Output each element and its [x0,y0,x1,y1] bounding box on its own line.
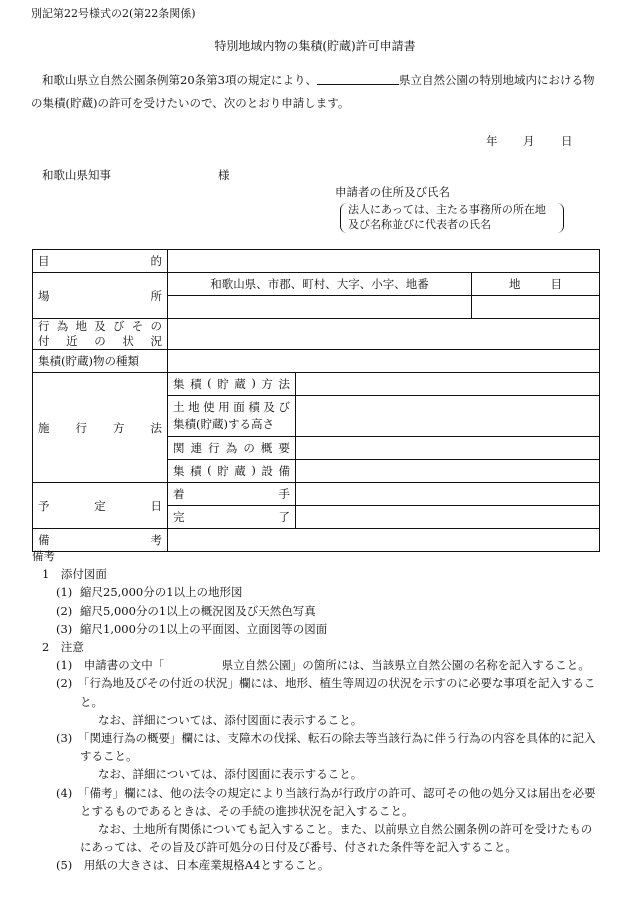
area-height-label: 土 地 使 用 面 積 及 び 集積(貯蔵)する高さ [168,396,296,437]
applicant-note [348,202,563,232]
notes-section [32,547,602,875]
related-activity-field[interactable] [296,437,600,460]
attachment-item: (2) 縮尺5,000分の1以上の概況図及び天然色写真 [56,603,316,618]
document-title: 特別地域内物の集積(貯蔵)許可申請書 [214,39,416,53]
caution-item-1: (1) 申請書の文中「 県立自然公園」の箇所には、当該県立自然公園の名称を記入すること。 [56,658,590,673]
start-field[interactable] [296,483,600,506]
date-year: 年 [486,134,498,148]
notes-heading: 備考 [32,549,55,563]
intro-part2: 県立自然公園の特別地域内における物の集積(貯蔵)の許可を受けたいので、次のとおり申請します。 [31,73,595,110]
land-category-label: 地 目 [472,273,600,296]
method-label: 施 行 方 法 [33,373,168,483]
area-height-label-line2: 集積(貯蔵)する高さ [173,416,274,431]
place-field[interactable] [168,296,472,319]
caution-title: 2 注意 [42,640,84,655]
caution-item-3: (3) 「関連行為の概要」欄には、支障木の伐採、転石の除去等当該行為に伴う行為の内容を具体的に記入すること。 [56,731,596,764]
site-condition-field[interactable] [168,319,600,350]
caution-item-4: (4) 「備考」欄には、他の法令の規定により当該行為が行政庁の許可、認可その他の処分又は届出を必要とするものであるときは、その手続の進捗状況を記入すること。 [56,785,596,818]
caution-item-2: (2) 「行為地及びその付近の状況」欄には、地形、植生等周辺の状況を示すのに必要な事項を記入すること。 [56,676,596,709]
related-activity-label: 関 連 行 為 の 概 要 [168,437,296,460]
attachment-item: (3) 縮尺1,000分の1以上の平面図、立面図等の図面 [56,621,328,636]
caution-item-2-detail: なお、詳細については、添付図面に表示すること。 [98,712,363,727]
remarks-label: 備 考 [33,529,168,552]
area-height-field[interactable] [296,396,600,437]
addressee: 和歌山県知事 [42,168,111,182]
place-label: 場 所 [33,273,168,319]
date-day: 日 [561,134,573,148]
purpose-field[interactable] [168,250,600,273]
schedule-label: 予 定 日 [33,483,168,529]
applicant-note-line1: 法人にあっては、主たる事務所の所在地 [348,203,546,216]
applicant-note-line2: 及び名称並びに代表者の氏名 [348,218,491,231]
park-name-blank[interactable] [317,72,399,85]
application-table [32,249,600,552]
place-header: 和歌山県、市郡、町村、大字、小字、地番 [168,273,472,296]
form-number: 別記第22号様式の2(第22条関係) [31,7,196,20]
storage-method-field[interactable] [296,373,600,396]
material-type-field[interactable] [168,350,600,373]
complete-label: 完 了 [168,506,296,529]
attachments-title: 1 添付図面 [42,567,107,582]
storage-method-label: 集 積 ( 貯 蔵 ) 方 法 [168,373,296,396]
applicant-label: 申請者の住所及び氏名 [335,185,450,199]
caution-item-4-detail: なお、土地所有関係についても記入すること。また、以前県立自然公園条例の許可を受けたものにあっては、その旨及び許可処分の日付及び番号、付された条件等を記入すること。 [80,822,593,855]
land-category-field[interactable] [472,296,600,319]
purpose-label: 目 的 [33,250,168,273]
intro-part1: 和歌山県立自然公園条例第20条第3項の規定により、 [42,73,317,87]
addressee-honorific: 様 [218,168,230,182]
facility-label: 集 積 ( 貯 蔵 ) 設 備 [168,460,296,483]
site-condition-label: 行 為 地 及 び そ の 付 近 の 状 況 [33,319,168,350]
facility-field[interactable] [296,460,600,483]
caution-item-5: (5) 用紙の大きさは、日本産業規格A4とすること。 [56,858,330,873]
date-month: 月 [523,134,535,148]
caution-item-3-detail: なお、詳細については、添付図面に表示すること。 [98,767,363,782]
intro-paragraph [31,69,599,115]
attachment-item: (1) 縮尺25,000分の1以上の地形図 [56,585,243,600]
material-type-label: 集積(貯蔵)物の種類 [33,350,168,373]
complete-field[interactable] [296,506,600,529]
start-label: 着 手 [168,483,296,506]
